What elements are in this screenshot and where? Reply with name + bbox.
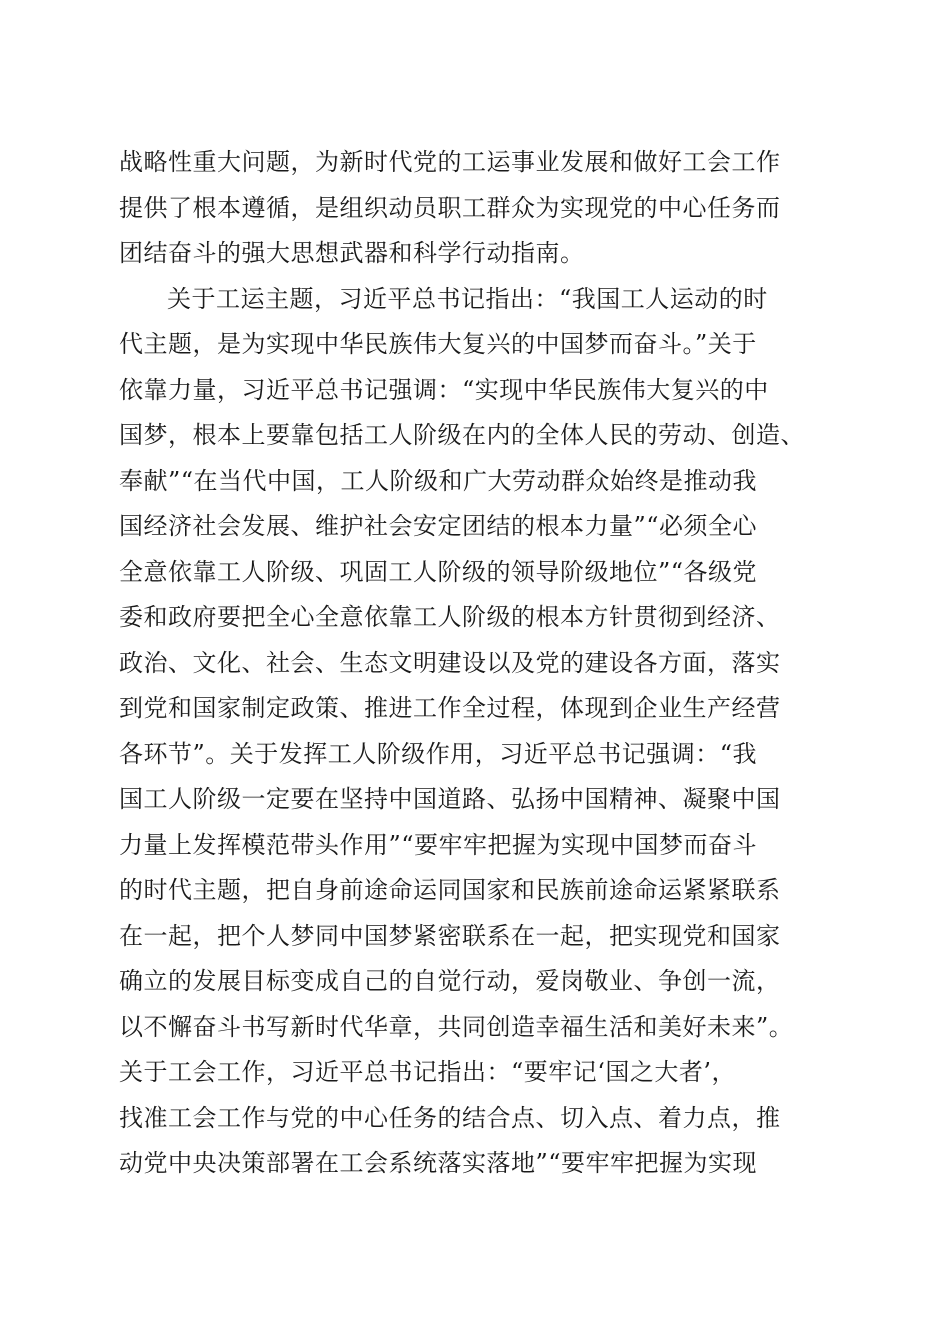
text-line: 国梦，根本上要靠包括工人阶级在内的全体人民的劳动、创造、 (119, 421, 805, 449)
text-line: 的时代主题，把自身前途命运同国家和民族前途命运紧紧联系 (119, 876, 781, 904)
text-line: 代主题，是为实现中华民族伟大复兴的中国梦而奋斗。”关于 (119, 330, 757, 358)
text-line: 关于工会工作，习近平总书记指出：“要牢记‘国之大者’， (119, 1058, 737, 1086)
text-line: 以不懈奋斗书写新时代华章，共同创造幸福生活和美好未来”。 (119, 1012, 794, 1041)
text-line: 奉献”“在当代中国，工人阶级和广大劳动群众始终是推动我 (119, 466, 758, 495)
text-line: 依靠力量，习近平总书记强调：“实现中华民族伟大复兴的中 (119, 375, 769, 404)
text-line: 国经济社会发展、维护社会安定团结的根本力量”“必须全心 (119, 512, 758, 540)
text-line: 在一起，把个人梦同中国梦紧密联系在一起，把实现党和国家 (119, 921, 781, 950)
text-line: 确立的发展目标变成自己的自觉行动，爱岗敬业、争创一流， (119, 967, 781, 995)
text-line: 找准工会工作与党的中心任务的结合点、切入点、着力点，推 (119, 1103, 781, 1132)
paragraph-first-line: 关于工运主题，习近平总书记指出：“我国工人运动的时 (167, 284, 768, 313)
text-line: 战略性重大问题，为新时代党的工运事业发展和做好工会工作 (119, 148, 781, 176)
text-line: 政治、文化、社会、生态文明建设以及党的建设各方面，落实 (119, 648, 781, 677)
document-body (119, 140, 839, 1187)
text-line: 各环节”。关于发挥工人阶级作用，习近平总书记强调：“我 (119, 739, 758, 768)
text-line: 全意依靠工人阶级、巩固工人阶级的领导阶级地位”“各级党 (119, 557, 758, 586)
text-line: 国工人阶级一定要在坚持中国道路、弘扬中国精神、凝聚中国 (119, 785, 781, 813)
text-line: 团结奋斗的强大思想武器和科学行动指南。 (119, 239, 585, 267)
text-line: 提供了根本遵循，是组织动员职工群众为实现党的中心任务而 (119, 193, 781, 222)
text-line: 到党和国家制定政策、推进工作全过程，体现到企业生产经营 (119, 694, 781, 722)
text-line: 委和政府要把全心全意依靠工人阶级的根本方针贯彻到经济、 (119, 603, 781, 631)
text-line: 动党中央决策部署在工会系统落实落地”“要牢牢把握为实现 (119, 1149, 758, 1177)
text-line: 力量上发挥模范带头作用”“要牢牢把握为实现中国梦而奋斗 (119, 830, 758, 859)
